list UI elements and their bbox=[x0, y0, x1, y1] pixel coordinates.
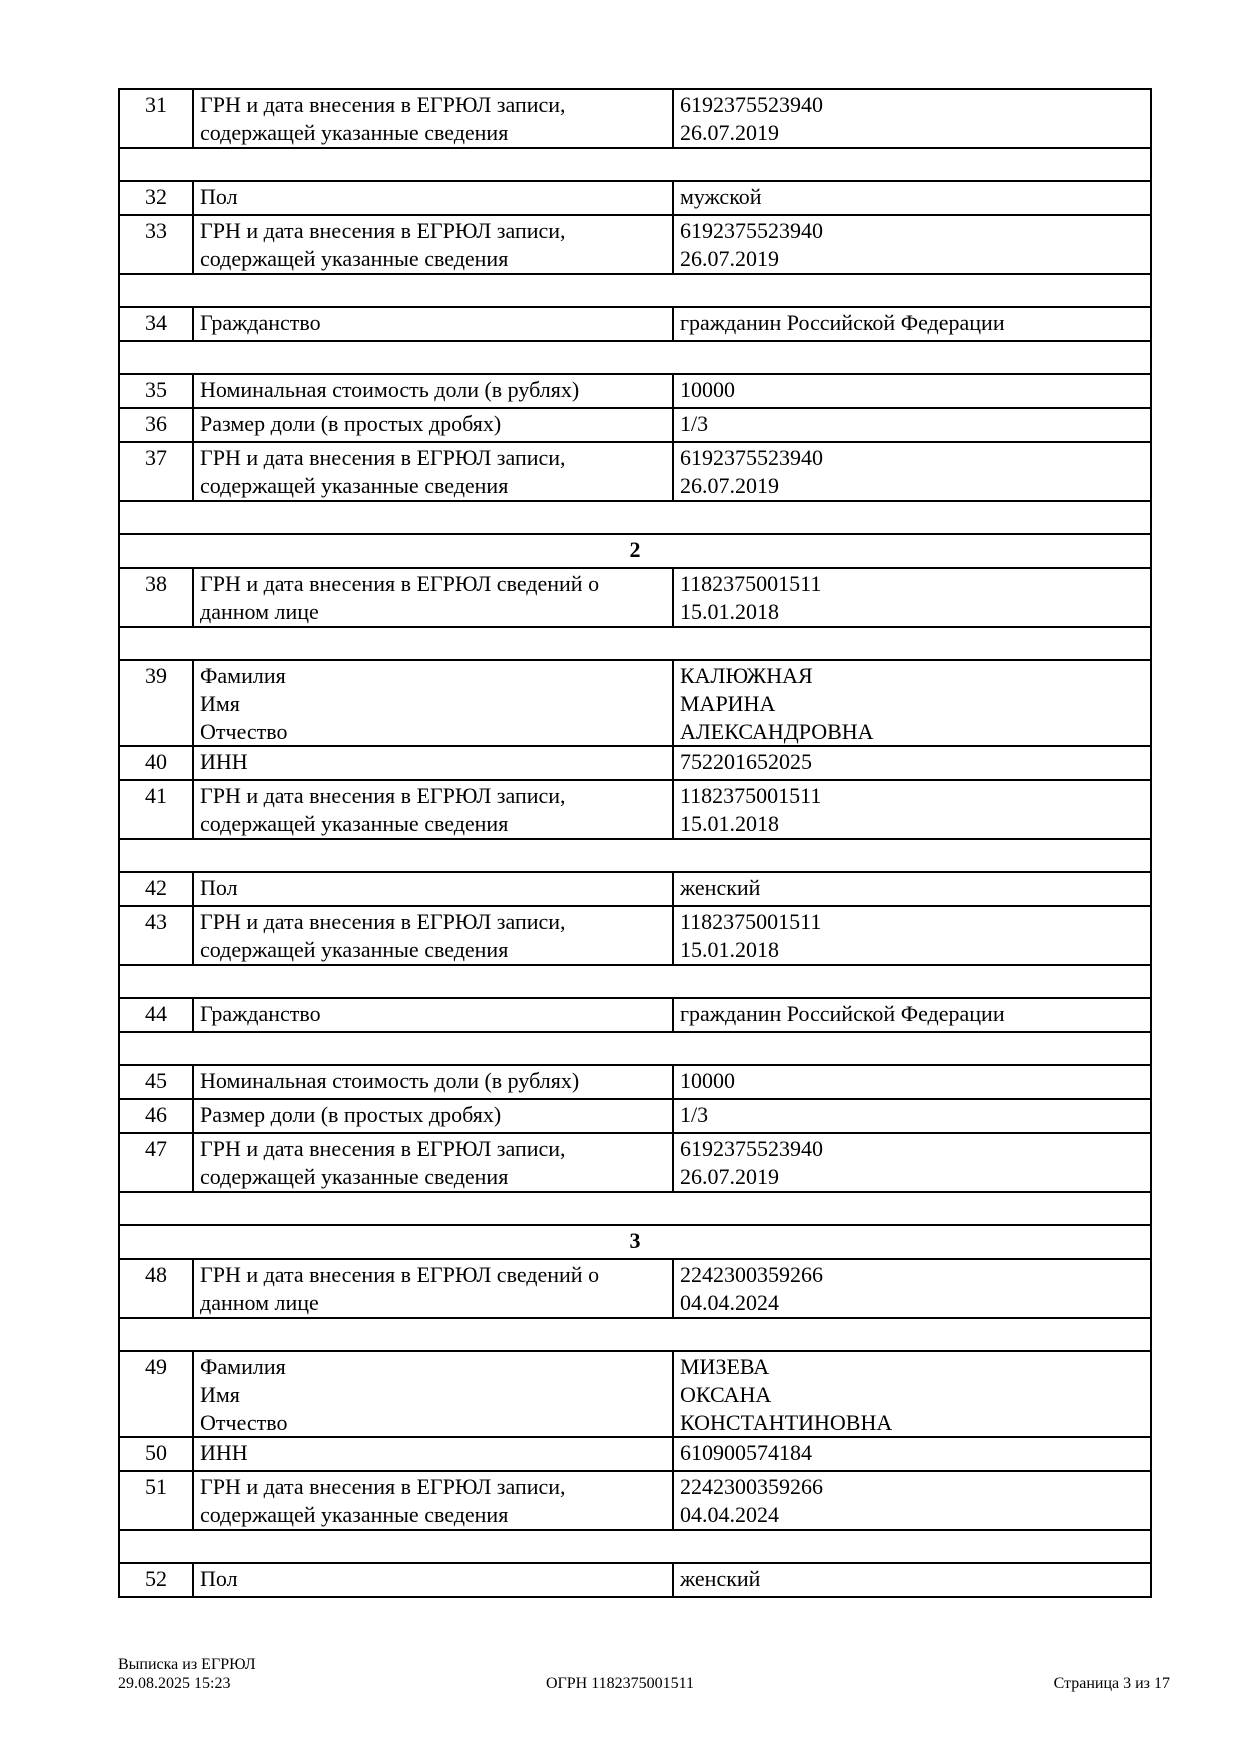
row-number: 37 bbox=[145, 445, 167, 470]
row-value bbox=[672, 569, 1150, 626]
row-value bbox=[672, 661, 1150, 745]
label-line: содержащей указанные сведения bbox=[200, 937, 509, 962]
table-row bbox=[120, 1352, 1150, 1438]
row-value bbox=[672, 1260, 1150, 1317]
value-line: 1182375001511 bbox=[680, 783, 822, 808]
label-line: ГРН и дата внесения в ЕГРЮЛ записи, bbox=[200, 783, 566, 808]
value-line: 6192375523940 bbox=[680, 92, 823, 117]
row-value bbox=[672, 747, 1150, 779]
table-row bbox=[120, 216, 1150, 275]
row-number: 46 bbox=[145, 1102, 167, 1127]
spacer-row bbox=[120, 1531, 1150, 1564]
label-line: содержащей указанные сведения bbox=[200, 1502, 509, 1527]
value-line: 1182375001511 bbox=[680, 909, 822, 934]
row-label bbox=[192, 907, 672, 964]
label-line: Гражданство bbox=[200, 1001, 321, 1026]
label-line: ГРН и дата внесения в ЕГРЮЛ записи, bbox=[200, 909, 566, 934]
row-number: 35 bbox=[145, 377, 167, 402]
row-value bbox=[672, 90, 1150, 147]
value-line: гражданин Российской Федерации bbox=[680, 1001, 1005, 1026]
table-row bbox=[120, 1472, 1150, 1531]
row-label bbox=[192, 781, 672, 838]
row-number: 31 bbox=[145, 92, 167, 117]
section-header-number: 3 bbox=[629, 1228, 641, 1253]
spacer-row bbox=[120, 502, 1150, 535]
value-line: КАЛЮЖНАЯ bbox=[680, 663, 813, 688]
label-line: содержащей указанные сведения bbox=[200, 473, 509, 498]
value-line: 6192375523940 bbox=[680, 1136, 823, 1161]
row-label bbox=[192, 90, 672, 147]
table-row bbox=[120, 1066, 1150, 1100]
row-number: 51 bbox=[145, 1474, 167, 1499]
row-value bbox=[672, 1134, 1150, 1191]
row-label bbox=[192, 569, 672, 626]
table-row bbox=[120, 747, 1150, 781]
row-number: 34 bbox=[145, 310, 167, 335]
value-line: 10000 bbox=[680, 1068, 735, 1093]
row-number: 52 bbox=[145, 1566, 167, 1591]
table-row bbox=[120, 661, 1150, 747]
label-line: ГРН и дата внесения в ЕГРЮЛ записи, bbox=[200, 92, 566, 117]
row-value bbox=[672, 308, 1150, 340]
label-line: Имя bbox=[200, 1382, 240, 1407]
spacer-row bbox=[120, 275, 1150, 308]
spacer-row bbox=[120, 1033, 1150, 1066]
row-value bbox=[672, 216, 1150, 273]
row-number: 40 bbox=[145, 749, 167, 774]
row-label bbox=[192, 873, 672, 905]
row-number: 47 bbox=[145, 1136, 167, 1161]
value-line: гражданин Российской Федерации bbox=[680, 310, 1005, 335]
table-row bbox=[120, 1100, 1150, 1134]
value-line: 610900574184 bbox=[680, 1440, 812, 1465]
label-line: содержащей указанные сведения bbox=[200, 246, 509, 271]
value-line: 1182375001511 bbox=[680, 571, 822, 596]
spacer-row bbox=[120, 628, 1150, 661]
row-number: 43 bbox=[145, 909, 167, 934]
value-line: МИЗЕВА bbox=[680, 1354, 770, 1379]
value-line: 6192375523940 bbox=[680, 218, 823, 243]
section-header-row bbox=[120, 1226, 1150, 1260]
label-line: ГРН и дата внесения в ЕГРЮЛ записи, bbox=[200, 218, 566, 243]
row-number: 36 bbox=[145, 411, 167, 436]
row-label bbox=[192, 1260, 672, 1317]
value-line: 752201652025 bbox=[680, 749, 812, 774]
row-label bbox=[192, 1472, 672, 1529]
spacer-row bbox=[120, 342, 1150, 375]
row-number: 39 bbox=[145, 663, 167, 688]
row-label bbox=[192, 216, 672, 273]
label-line: ГРН и дата внесения в ЕГРЮЛ записи, bbox=[200, 1474, 566, 1499]
spacer-row bbox=[120, 1193, 1150, 1226]
value-line: 15.01.2018 bbox=[680, 599, 779, 624]
value-line: 26.07.2019 bbox=[680, 473, 779, 498]
row-value bbox=[672, 781, 1150, 838]
spacer-row bbox=[120, 1319, 1150, 1352]
footer-page-number: Страница 3 из 17 bbox=[1053, 1675, 1170, 1692]
value-line: МАРИНА bbox=[680, 691, 776, 716]
label-line: Размер доли (в простых дробях) bbox=[200, 1102, 502, 1127]
row-value bbox=[672, 907, 1150, 964]
label-line: ГРН и дата внесения в ЕГРЮЛ записи, bbox=[200, 1136, 566, 1161]
value-line: мужской bbox=[680, 184, 762, 209]
label-line: содержащей указанные сведения bbox=[200, 120, 509, 145]
row-label bbox=[192, 375, 672, 407]
label-line: Пол bbox=[200, 1566, 238, 1591]
row-number: 49 bbox=[145, 1354, 167, 1379]
section-header-row bbox=[120, 535, 1150, 569]
row-value bbox=[672, 443, 1150, 500]
table-row bbox=[120, 873, 1150, 907]
label-line: Фамилия bbox=[200, 1354, 286, 1379]
row-value bbox=[672, 1472, 1150, 1529]
row-value bbox=[672, 182, 1150, 214]
row-value bbox=[672, 1564, 1150, 1596]
row-number: 44 bbox=[145, 1001, 167, 1026]
row-label bbox=[192, 747, 672, 779]
value-line: 26.07.2019 bbox=[680, 1164, 779, 1189]
row-value bbox=[672, 1100, 1150, 1132]
value-line: 26.07.2019 bbox=[680, 120, 779, 145]
label-line: Номинальная стоимость доли (в рублях) bbox=[200, 377, 580, 402]
section-header-number: 2 bbox=[629, 537, 641, 562]
row-label bbox=[192, 308, 672, 340]
label-line: Имя bbox=[200, 691, 240, 716]
value-line: 04.04.2024 bbox=[680, 1290, 779, 1315]
label-line: Номинальная стоимость доли (в рублях) bbox=[200, 1068, 580, 1093]
row-label bbox=[192, 182, 672, 214]
table-row bbox=[120, 409, 1150, 443]
label-line: содержащей указанные сведения bbox=[200, 811, 509, 836]
label-line: ИНН bbox=[200, 1440, 248, 1465]
label-line: Размер доли (в простых дробях) bbox=[200, 411, 502, 436]
row-number: 45 bbox=[145, 1068, 167, 1093]
row-label bbox=[192, 1066, 672, 1098]
row-number: 32 bbox=[145, 184, 167, 209]
value-line: женский bbox=[680, 875, 761, 900]
table-row bbox=[120, 781, 1150, 840]
table-row bbox=[120, 375, 1150, 409]
label-line: Фамилия bbox=[200, 663, 286, 688]
label-line: данном лице bbox=[200, 599, 319, 624]
value-line: 04.04.2024 bbox=[680, 1502, 779, 1527]
value-line: 2242300359266 bbox=[680, 1262, 823, 1287]
label-line: Пол bbox=[200, 184, 238, 209]
spacer-row bbox=[120, 966, 1150, 999]
label-line: ГРН и дата внесения в ЕГРЮЛ сведений о bbox=[200, 1262, 600, 1287]
value-line: 26.07.2019 bbox=[680, 246, 779, 271]
row-value bbox=[672, 1438, 1150, 1470]
value-line: 6192375523940 bbox=[680, 445, 823, 470]
row-number: 33 bbox=[145, 218, 167, 243]
table-row bbox=[120, 308, 1150, 342]
row-value bbox=[672, 375, 1150, 407]
table-row bbox=[120, 182, 1150, 216]
footer-ogrn: ОГРН 1182375001511 bbox=[545, 1675, 695, 1692]
row-number: 50 bbox=[145, 1440, 167, 1465]
label-line: данном лице bbox=[200, 1290, 319, 1315]
label-line: Пол bbox=[200, 875, 238, 900]
label-line: Отчество bbox=[200, 1410, 288, 1435]
spacer-row bbox=[120, 149, 1150, 182]
row-label bbox=[192, 661, 672, 745]
row-value bbox=[672, 1066, 1150, 1098]
value-line: 1/3 bbox=[680, 1102, 709, 1127]
value-line: 15.01.2018 bbox=[680, 811, 779, 836]
label-line: содержащей указанные сведения bbox=[200, 1164, 509, 1189]
table-row bbox=[120, 1564, 1150, 1598]
value-line: ОКСАНА bbox=[680, 1382, 772, 1407]
row-label bbox=[192, 1438, 672, 1470]
table-row bbox=[120, 1134, 1150, 1193]
table-row bbox=[120, 1438, 1150, 1472]
spacer-row bbox=[120, 840, 1150, 873]
value-line: АЛЕКСАНДРОВНА bbox=[680, 719, 874, 744]
row-number: 48 bbox=[145, 1262, 167, 1287]
row-label bbox=[192, 409, 672, 441]
label-line: ГРН и дата внесения в ЕГРЮЛ сведений о bbox=[200, 571, 600, 596]
row-label bbox=[192, 1134, 672, 1191]
egrul-table bbox=[118, 88, 1152, 1598]
row-label bbox=[192, 999, 672, 1031]
row-value bbox=[672, 873, 1150, 905]
table-row bbox=[120, 569, 1150, 628]
row-label bbox=[192, 1564, 672, 1596]
table-row bbox=[120, 999, 1150, 1033]
table-row bbox=[120, 443, 1150, 502]
label-line: ГРН и дата внесения в ЕГРЮЛ записи, bbox=[200, 445, 566, 470]
table-row bbox=[120, 90, 1150, 149]
footer-datetime: 29.08.2025 15:23 bbox=[118, 1675, 231, 1692]
row-label bbox=[192, 1100, 672, 1132]
value-line: 15.01.2018 bbox=[680, 937, 779, 962]
value-line: женский bbox=[680, 1566, 761, 1591]
footer-doc-title: Выписка из ЕГРЮЛ bbox=[118, 1656, 256, 1673]
row-value bbox=[672, 999, 1150, 1031]
value-line: 2242300359266 bbox=[680, 1474, 823, 1499]
value-line: КОНСТАНТИНОВНА bbox=[680, 1410, 893, 1435]
row-number: 42 bbox=[145, 875, 167, 900]
row-number: 41 bbox=[145, 783, 167, 808]
row-value bbox=[672, 1352, 1150, 1436]
value-line: 10000 bbox=[680, 377, 735, 402]
table-row bbox=[120, 1260, 1150, 1319]
row-label bbox=[192, 1352, 672, 1436]
row-value bbox=[672, 409, 1150, 441]
value-line: 1/3 bbox=[680, 411, 709, 436]
row-number: 38 bbox=[145, 571, 167, 596]
table-row bbox=[120, 907, 1150, 966]
label-line: ИНН bbox=[200, 749, 248, 774]
label-line: Гражданство bbox=[200, 310, 321, 335]
label-line: Отчество bbox=[200, 719, 288, 744]
row-label bbox=[192, 443, 672, 500]
